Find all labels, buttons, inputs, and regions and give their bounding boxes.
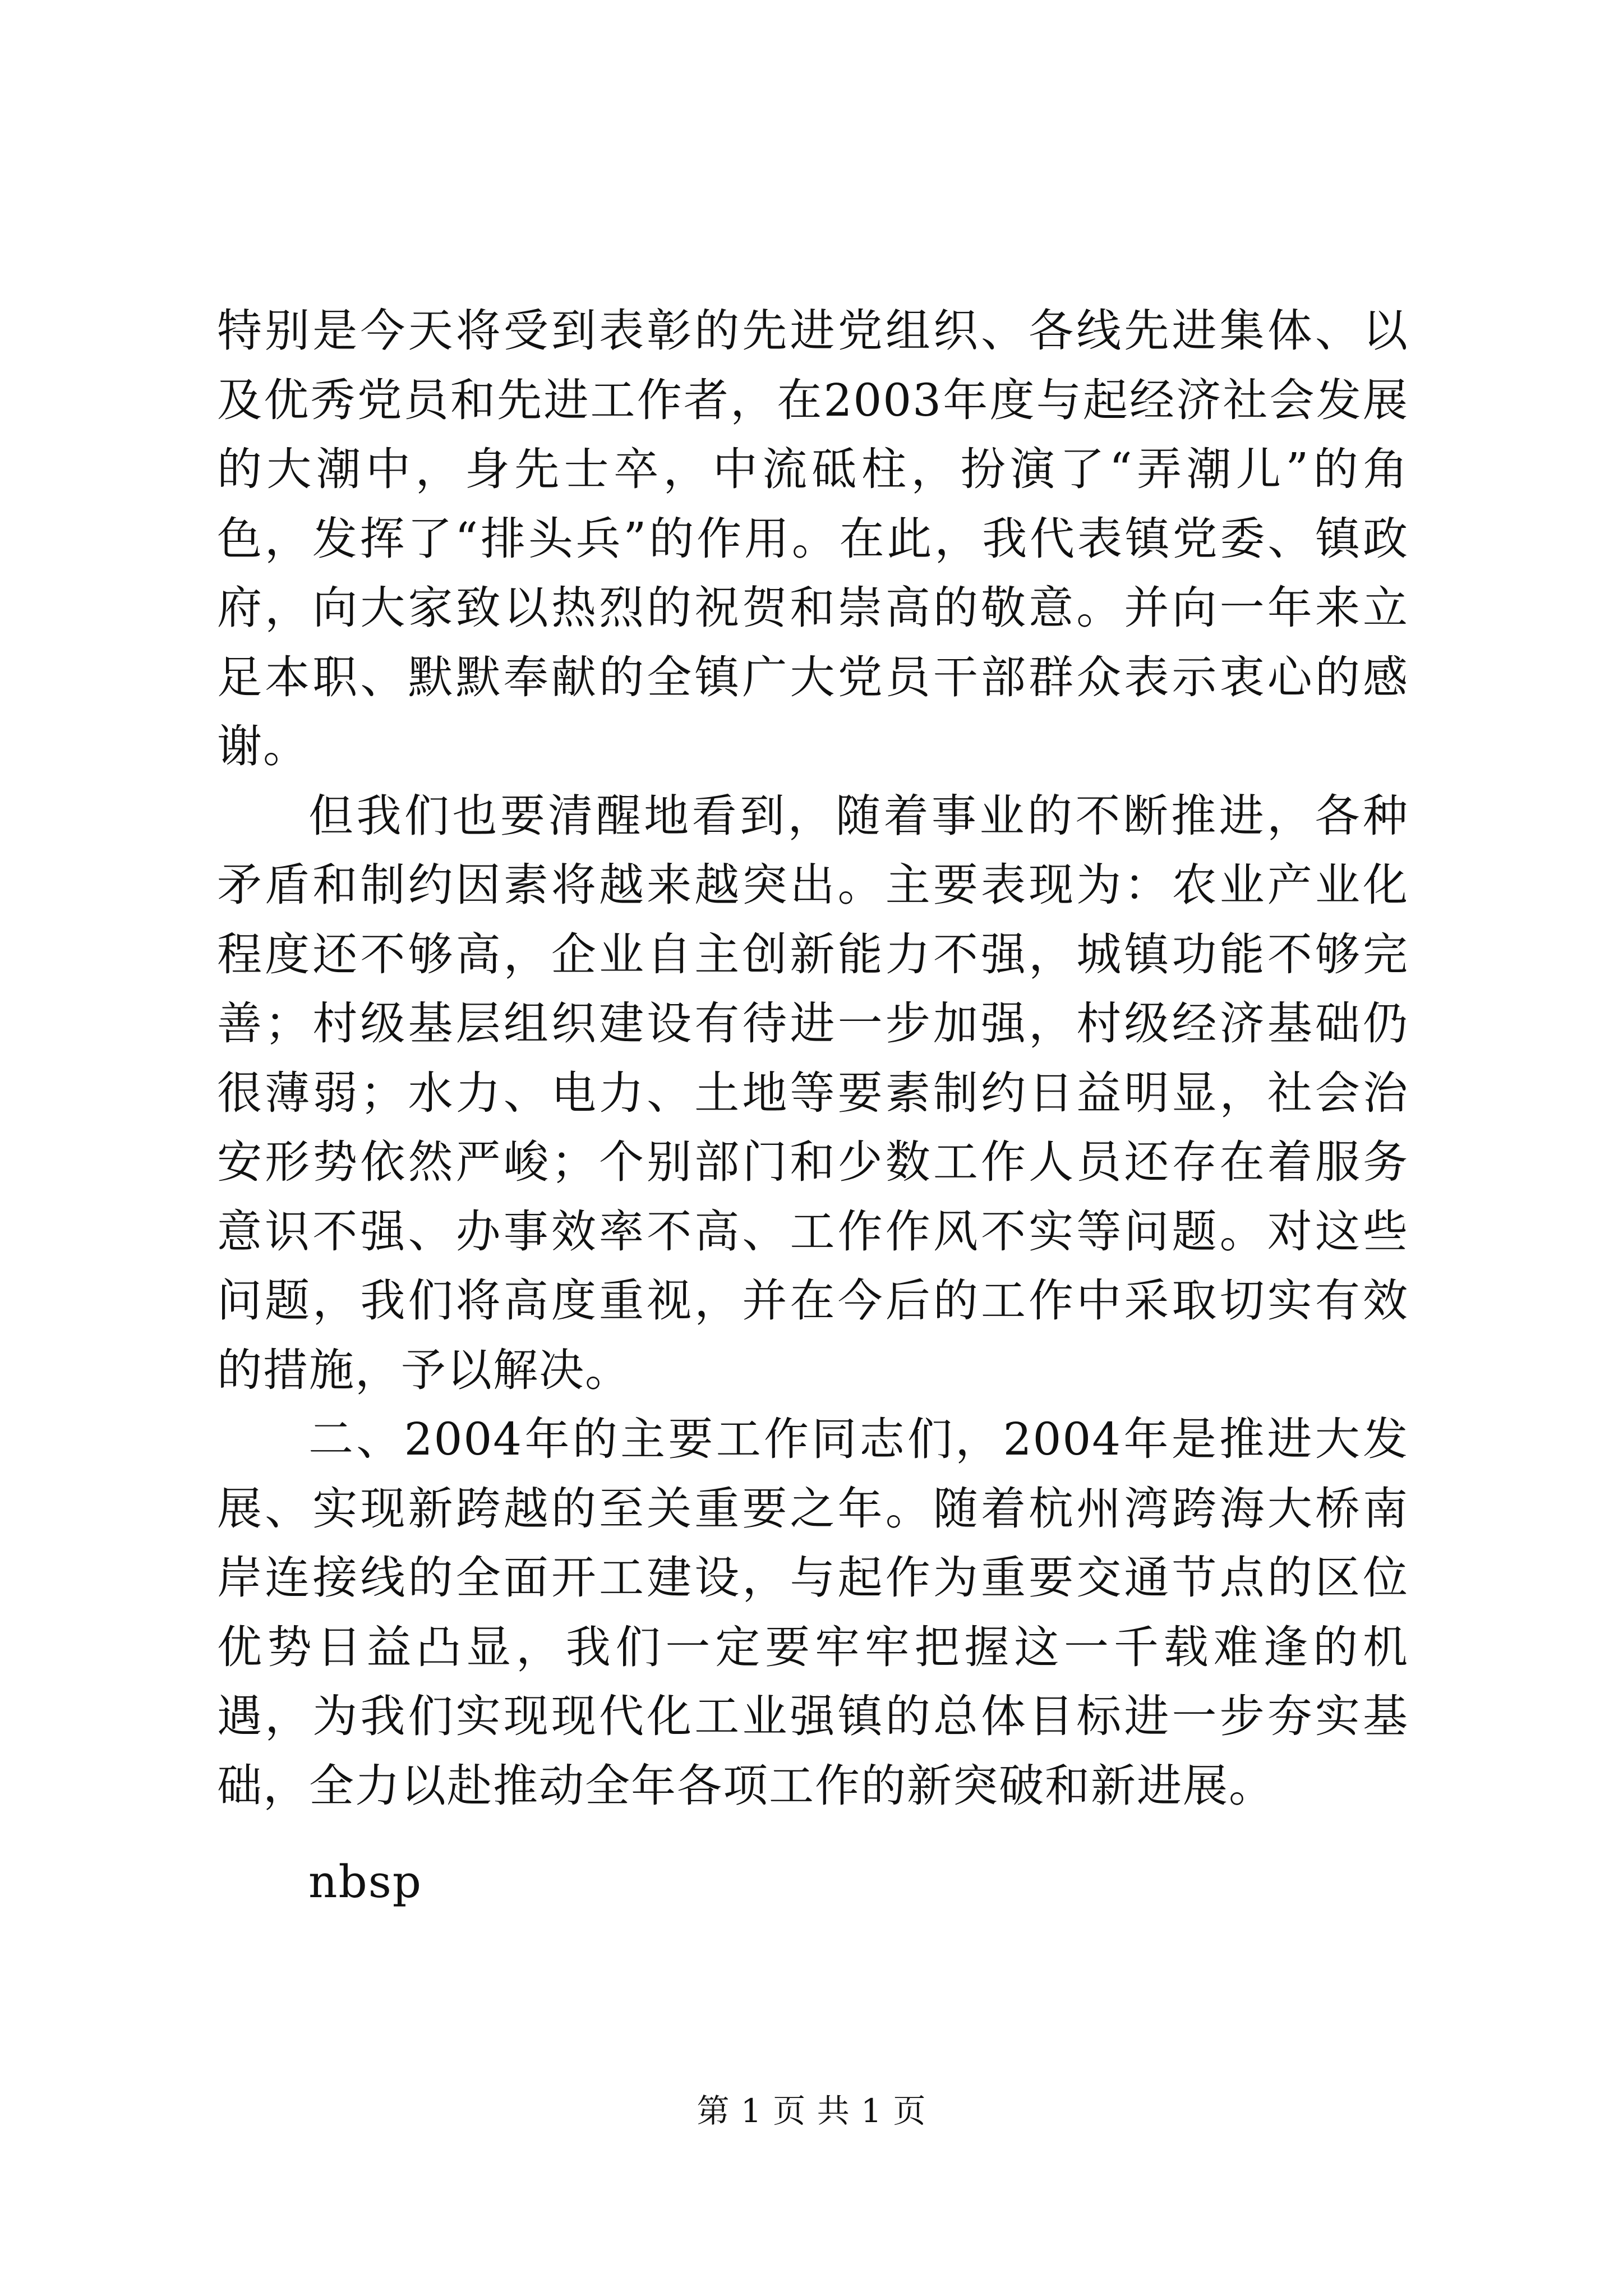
- trailing-text: nbsp: [308, 1856, 422, 1908]
- page-footer: 第 1 页 共 1 页: [697, 2092, 926, 2130]
- paragraph-2: 但我们也要清醒地看到，随着事业的不断推进，各种矛盾和制约因素将越来越突出。主要表现为：农业产业化程度还不够高，企业自主创新能力不强，城镇功能不够完善；村级基层组织建设有待进一步加强，村级经济基础仍很薄弱；水力、电力、土地等要素制约日益明显，社会治安形势依然严峻；个别部门和少数工作人员还存在着服务意识不强、办事效率不高、工作作风不实等问题。对这些问题，我们将高度重视，并在今后的工作中采取切实有效的措施，予以解决。: [217, 789, 1409, 1396]
- paragraph-3: 二、2004年的主要工作同志们，2004年是推进大发展、实现新跨越的至关重要之年。随着杭州湾跨海大桥南岸连接线的全面开工建设，与起作为重要交通节点的区位优势日益凸显，我们一定要牢牢把握这一千载难逢的机遇，为我们实现现代化工业强镇的总体目标进一步夯实基础，全力以赴推动全年各项工作的新突破和新进展。: [217, 1413, 1409, 1812]
- paragraph-1: 特别是今天将受到表彰的先进党组织、各线先进集体、以及优秀党员和先进工作者，在2003年度与起经济社会发展的大潮中，身先士卒，中流砥柱，扮演了“弄潮儿”的角色，发挥了“排头兵”的作用。在此，我代表镇党委、镇政府，向大家致以热烈的祝贺和崇高的敬意。并向一年来立足本职、默默奉献的全镇广大党员干部群众表示衷心的感谢。: [217, 305, 1409, 772]
- document-body: [217, 296, 1409, 1917]
